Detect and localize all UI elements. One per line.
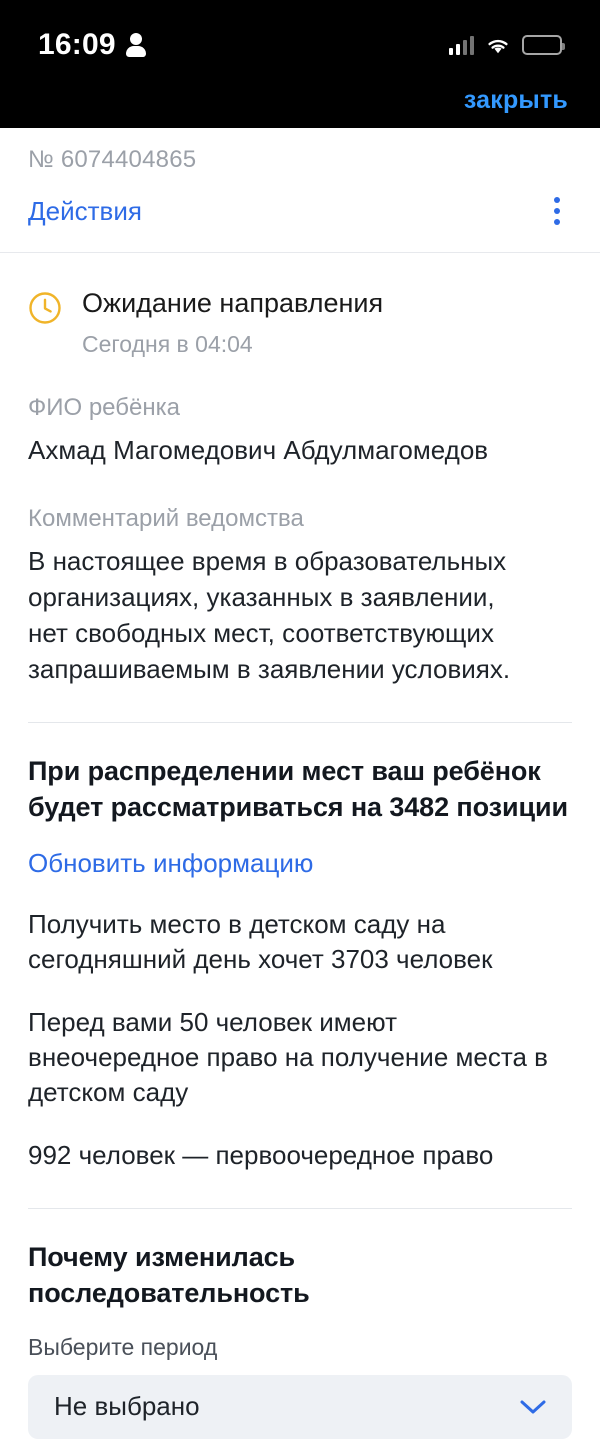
status-texts — [82, 287, 383, 358]
status-title: Ожидание направления — [82, 288, 384, 318]
queue-stat: 992 человек — первоочередное право — [28, 1140, 494, 1171]
status-bar-left — [38, 28, 146, 62]
queue-stat: Получить место в детском саду на сегодняшний день хочет 3703 человек — [28, 908, 493, 975]
comment-label: Комментарий ведомства — [28, 504, 304, 532]
kebab-menu-icon[interactable] — [542, 194, 572, 228]
battery-icon — [522, 35, 562, 55]
application-card — [0, 128, 600, 1439]
queue-section — [28, 723, 572, 1174]
application-body — [0, 253, 600, 1439]
actions-row — [28, 194, 572, 228]
status-time: 16:09 — [38, 28, 116, 61]
period-select-value: Не выбрано — [54, 1391, 200, 1422]
close-row — [0, 72, 600, 128]
queue-title: При распределении мест ваш ребёнок будет рассматриваться на 3482 позиции — [28, 755, 568, 823]
chevron-down-icon — [520, 1399, 546, 1415]
why-title: Почему изменилась последовательность — [28, 1241, 310, 1309]
status-bar-row — [0, 0, 600, 72]
comment-field — [28, 503, 572, 688]
comment-value: В настоящее время в образовательных организациях, указанных в заявлении, нет свободных мест, соответствующих запрашиваемым в заявлении условиях. — [28, 546, 511, 684]
page-content — [0, 128, 600, 1422]
actions-button[interactable]: Действия — [28, 195, 142, 226]
wifi-icon — [485, 36, 511, 55]
period-select[interactable] — [28, 1375, 572, 1439]
child-field — [28, 392, 572, 469]
status-bar — [0, 0, 600, 128]
status-timestamp: Сегодня в 04:04 — [82, 330, 253, 357]
why-section — [28, 1209, 572, 1439]
status-bar-right — [449, 35, 562, 55]
application-number: № 6074404865 — [28, 146, 197, 173]
child-value: Ахмад Магомедович Абдулмагомедов — [28, 434, 489, 465]
period-select-label: Выберите период — [28, 1333, 218, 1360]
queue-stat: Перед вами 50 человек имеют внеочередное право на получение места в детском саду — [28, 1007, 548, 1108]
status-block — [28, 287, 572, 358]
refresh-info-button[interactable]: Обновить информацию — [28, 847, 314, 878]
person-icon — [126, 33, 146, 57]
child-label: ФИО ребёнка — [28, 393, 180, 421]
close-button[interactable]: закрыть — [463, 85, 568, 114]
application-header — [0, 128, 600, 253]
clock-icon — [28, 291, 62, 325]
cellular-signal-icon — [449, 35, 474, 55]
